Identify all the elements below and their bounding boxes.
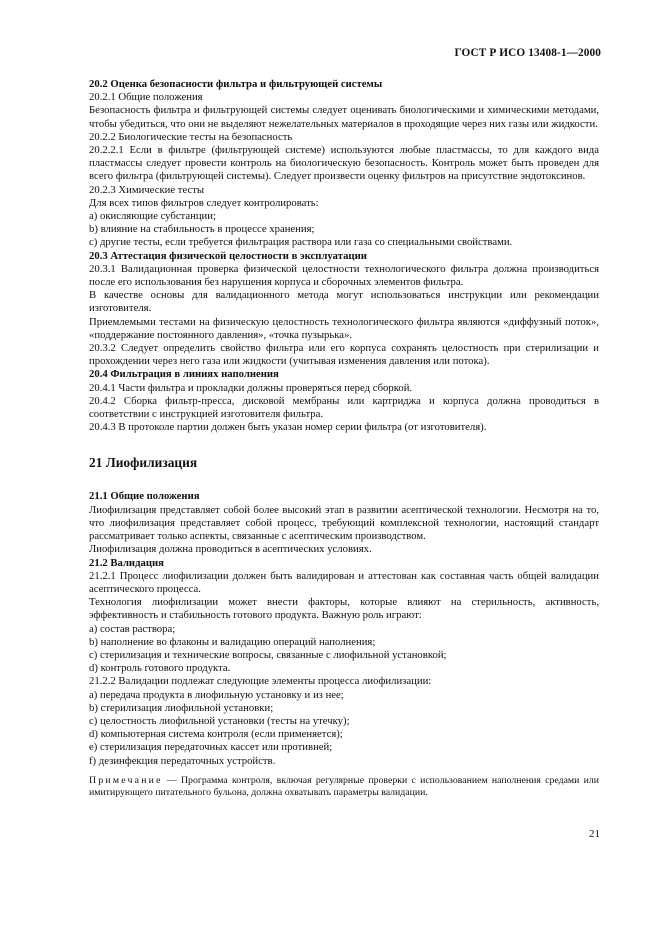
list-item: b) стерилизация лиофильной установки; bbox=[89, 701, 274, 714]
document-body bbox=[89, 78, 599, 800]
paragraph: Приемлемыми тестами на физическую целостность технологического фильтра являются «диффузный поток», «поддержание постоянного давления», «точка пузырька». bbox=[89, 315, 599, 341]
paragraph: 21.2.2 Валидации подлежат следующие элементы процесса лиофилизации: bbox=[89, 675, 432, 688]
list-item: c) другие тесты, если требуется фильтрация раствора или газа со специальными свойствами. bbox=[89, 236, 513, 249]
section-heading: 20.3 Аттестация физической целостности в эксплуатации bbox=[89, 249, 367, 262]
paragraph: Безопасность фильтра и фильтрующей системы следует оценивать биологическими и химическими методами, чтобы убедиться, что они не выделяют нежелательных материалов в проходящие через них газы или жидкости. bbox=[89, 104, 599, 130]
paragraph: 20.4.2 Сборка фильтр-пресса, дисковой мембраны или картриджа и корпуса должна проводиться в соответствии с инструкцией изготовителя фильтра. bbox=[89, 394, 599, 421]
list-item: c) стерилизация и технические вопросы, связанные с лиофильной установкой; bbox=[89, 648, 447, 661]
list-item: f) дезинфекция передаточных устройств. bbox=[89, 754, 276, 767]
paragraph: Лиофилизация должна проводиться в асептических условиях. bbox=[89, 543, 372, 556]
paragraph: 21.2.1 Процесс лиофилизации должен быть валидирован и аттестован как составная часть общей валидации асептического процесса. bbox=[89, 569, 599, 595]
list-item: b) наполнение во флаконы и валидацию операций наполнения; bbox=[89, 635, 376, 648]
paragraph: 20.4.3 В протоколе партии должен быть указан номер серии фильтра (от изготовителя). bbox=[89, 421, 487, 434]
list bbox=[89, 689, 599, 768]
list-item: d) контроль готового продукта. bbox=[89, 662, 231, 675]
paragraph: 20.2.2.1 Если в фильтре (фильтрующей системе) используются любые пластмассы, то для каждого вида пластмассы следует провести контроль на биологическую безопасность. Контроль может быть проведен для всего фильтра (фильтрующей системы). Следует произвести оценку фильтров на присутствие эндотоксинов. bbox=[89, 144, 599, 183]
paragraph: В качестве основы для валидационного метода могут использоваться инструкции или рекомендации изготовителя. bbox=[89, 289, 599, 315]
paragraph: 20.4.1 Части фильтра и прокладки должны проверяться перед сборкой. bbox=[89, 381, 413, 394]
subsection-heading: 20.2.1 Общие положения bbox=[89, 91, 203, 104]
note-text: — Программа контроля, включая регулярные проверки с использованием наполнения средами или имитирующего питательного бульона, должна охватывать параметры валидации. bbox=[89, 774, 599, 799]
list-item: e) стерилизация передаточных кассет или противней; bbox=[89, 741, 333, 754]
subsection-heading: 20.2.3 Химические тесты bbox=[89, 183, 205, 196]
section-heading: 21.2 Валидация bbox=[89, 556, 164, 569]
section-heading: 20.2 Оценка безопасности фильтра и фильтрующей системы bbox=[89, 78, 383, 90]
paragraph: Технология лиофилизации может внести факторы, которые влияют на стерильность, активность, эффективность и стабильность готового продукта. Важную роль играют: bbox=[89, 596, 599, 622]
paragraph: Лиофилизация представляет собой более высокий этап в развитии асептической технологии. Несмотря на то, что лиофилизация представляет собой процесс, требующий комплексной технологии, настоящий стандарт рассматривает только аспекты, связанные с асептическим производством. bbox=[89, 503, 599, 543]
list-item: a) состав раствора; bbox=[89, 622, 176, 635]
subsection-heading: 20.2.2 Биологические тесты на безопасность bbox=[89, 130, 293, 143]
section-heading: 20.4 Фильтрация в линиях наполнения bbox=[89, 368, 279, 381]
paragraph: 20.3.2 Следует определить свойство фильтра или его корпуса сохранять целостность при стерилизации и прохождении через него газа или жидкости (учитывая изменения давления или потока). bbox=[89, 342, 599, 368]
list-item: a) передача продукта в лиофильную установку и из нее; bbox=[89, 688, 344, 701]
document-header: ГОСТ Р ИСО 13408-1—2000 bbox=[454, 47, 601, 59]
list-item: b) влияние на стабильность в процессе хранения; bbox=[89, 223, 315, 236]
note bbox=[89, 775, 599, 800]
list-item: c) целостность лиофильной установки (тесты на утечку); bbox=[89, 714, 350, 727]
page-number: 21 bbox=[589, 828, 600, 840]
paragraph: 20.3.1 Валидационная проверка физической целостности технологического фильтра должна производиться после его использования без нарушения корпуса и сборочных элементов фильтра. bbox=[89, 262, 599, 289]
paragraph: Для всех типов фильтров следует контролировать: bbox=[89, 196, 319, 209]
note-label: Примечание bbox=[89, 774, 163, 786]
list bbox=[89, 210, 599, 250]
list bbox=[89, 623, 599, 676]
section-heading: 21.1 Общие положения bbox=[89, 490, 200, 503]
list-item: a) окисляющие субстанции; bbox=[89, 210, 216, 223]
list-item: d) компьютерная система контроля (если применяется); bbox=[89, 728, 343, 741]
chapter-heading: 21 Лиофилизация bbox=[89, 455, 198, 471]
